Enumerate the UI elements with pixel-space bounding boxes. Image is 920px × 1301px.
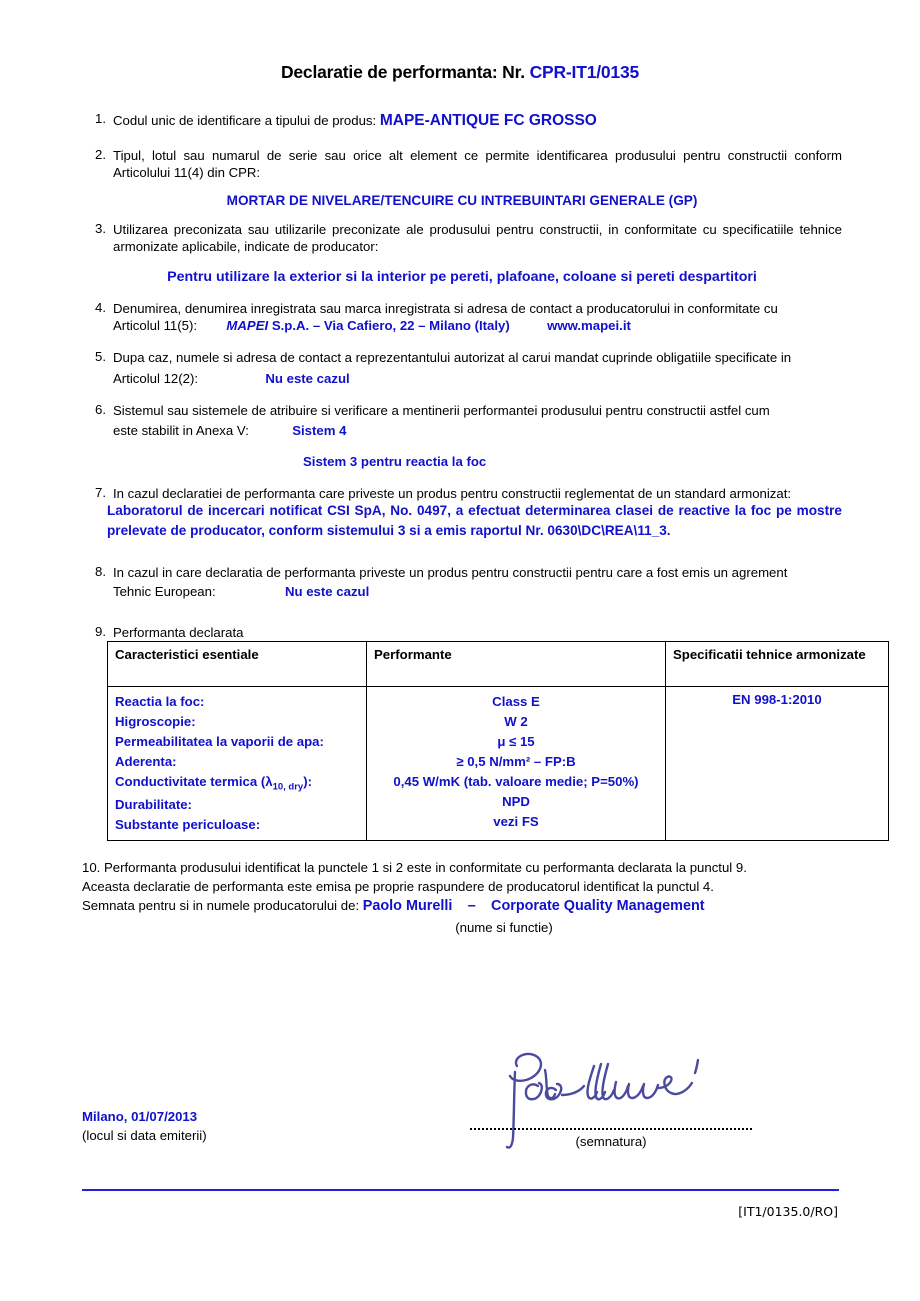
table-header-specifications: Specificatii tehnice armonizate <box>666 642 889 687</box>
characteristic-item-thermal-conductivity: Conductivitate termica $(\lambda_{10, dry})$: <box>115 774 312 793</box>
clause-4-value-row <box>113 318 853 333</box>
table-header-row <box>108 642 889 687</box>
signature-caption: (semnatura) <box>575 1134 647 1149</box>
signatory-role: Corporate Quality Management <box>491 898 705 915</box>
characteristic-item: Permeabilitatea la vaporii de apa: <box>115 734 324 750</box>
clause-9-index: 9. <box>95 624 106 639</box>
closing-signed-label: Semnata pentru si in numele producatorului de: <box>82 898 360 914</box>
signatory-dash: – <box>467 898 476 915</box>
characteristic-item: Durabilitate: <box>115 797 192 813</box>
clause-6-value-row <box>113 423 853 438</box>
clause-7 <box>82 485 842 502</box>
title-prefix: Declaratie de performanta: Nr. <box>280 62 525 82</box>
clause-4-index: 4. <box>95 300 106 315</box>
manufacturer-brand: MAPEI <box>226 318 269 333</box>
clause-7-highlight: Laboratorul de incercari notificat CSI SpA, No. 0497, a efectuat determinarea clasei de reactive la foc pe mostre prelevate de producator, conform sistemului 3 si a emis raportul Nr. 0630\DC\REA\11_3. <box>107 503 842 538</box>
clause-6-text: Sistemul sau sistemele de atribuire si verificare a mentinerii performantei produsului pentru constructii astfel cum <box>113 403 770 418</box>
clause-6-index: 6. <box>95 402 106 417</box>
signatory-caption: (nume si functie) <box>455 920 553 936</box>
characteristic-item: Higroscopie: <box>115 714 196 730</box>
clause-8-label: Tehnic European: <box>113 584 216 599</box>
table-header-performances: Performante <box>367 642 666 687</box>
clause-1-text: Codul unic de identificare a tipului de produs: <box>113 113 377 128</box>
performance-item: Class E <box>492 694 540 709</box>
manufacturer-address: S.p.A. – Via Cafiero, 22 – Milano (Italy) <box>271 318 510 333</box>
clause-8-index: 8. <box>95 564 106 579</box>
page-title <box>0 62 920 83</box>
performance-item: μ ≤ 15 <box>497 734 535 750</box>
performances-list <box>374 692 658 832</box>
characteristic-item: Substante periculoase: <box>115 817 261 833</box>
clause-3 <box>82 221 842 256</box>
clause-4 <box>82 300 842 317</box>
clause-2-highlight: MORTAR DE NIVELARE/TENCUIRE CU INTREBUINTARI GENERALE (GP) <box>226 193 698 208</box>
clause-4-label: Articolul 11(5): <box>113 318 198 333</box>
clause-5 <box>82 349 842 366</box>
clause-7-index: 7. <box>95 485 106 500</box>
characteristic-item: Aderenta: <box>115 754 177 770</box>
clause-8-value: Nu este cazul <box>284 584 370 599</box>
signature-dotted-line <box>470 1128 752 1130</box>
clause-9 <box>82 624 842 641</box>
table-row <box>108 687 889 841</box>
clause-5-text: Dupa caz, numele si adresa de contact a reprezentantului autorizat al carui mandat cuprinde obligatiile specificate in <box>113 350 792 365</box>
clause-1-index: 1. <box>95 111 106 126</box>
footer-reference: [IT1/0135.0/RO] <box>738 1204 838 1219</box>
characteristics-cell <box>108 687 367 841</box>
clause-4-text: Denumirea, denumirea inregistrata sau marca inregistrata si adresa de contact a producatorului in conformitate cu <box>113 301 778 316</box>
characteristics-list <box>115 692 359 835</box>
clause-3-body: Utilizarea preconizata sau utilizarile preconizate ale produsului pentru constructii, in conformitate cu specificatiile tehnice armonizate aplicabile, indicate de producator: <box>113 222 842 255</box>
performance-item: 0,45 W/mK (tab. valoare medie; P=50%) <box>393 774 639 790</box>
clause-2 <box>82 147 842 182</box>
product-name-value: MAPE-ANTIQUE FC GROSSO <box>379 112 597 129</box>
manufacturer-website[interactable]: www.mapei.it <box>547 318 631 333</box>
clause-6-value: Sistem 4 <box>292 423 347 438</box>
performance-item: W 2 <box>504 714 528 730</box>
closing-line-1: 10. Performanta produsului identificat la punctele 1 si 2 este in conformitate cu performanta declarata la punctul 9. <box>82 860 747 875</box>
footer-divider <box>82 1189 839 1191</box>
performance-item: vezi FS <box>493 814 539 830</box>
closing-statement <box>82 858 842 937</box>
issue-place-date: Milano, 01/07/2013 <box>82 1109 198 1124</box>
issue-place-caption: (locul si data emiterii) <box>82 1128 207 1144</box>
declared-performance-table <box>107 641 889 841</box>
clause-6 <box>82 402 842 419</box>
performance-item: NPD <box>502 794 530 810</box>
signatory-name: Paolo Murelli <box>362 898 453 915</box>
clause-8-value-row <box>113 584 853 599</box>
signature-area <box>470 1050 770 1150</box>
specification-cell: EN 998-1:2010 <box>666 687 889 841</box>
closing-line-2: Aceasta declaratie de performanta este emisa pe proprie raspundere de producatorul identificat la punctul 4. <box>82 879 714 895</box>
characteristic-item: Reactia la foc: <box>115 694 205 709</box>
clause-2-index: 2. <box>95 147 106 162</box>
title-declaration-number: CPR-IT1/0135 <box>529 62 640 82</box>
clause-8 <box>82 564 842 581</box>
clause-9-text: Performanta declarata <box>113 625 244 640</box>
clause-5-value: Nu este cazul <box>265 371 350 386</box>
clause-6-label: este stabilit in Anexa V: <box>113 423 249 438</box>
clause-3-highlight: Pentru utilizare la exterior si la interior pe pereti, plafoane, coloane si pereti despartitori <box>167 269 757 285</box>
clause-6-value-secondary: Sistem 3 pentru reactia la foc <box>303 454 487 469</box>
clause-2-body: Tipul, lotul sau numarul de serie sau orice alt element ce permite identificarea produsului pentru constructii conform Articolului 11(4) din CPR: <box>113 148 842 181</box>
clause-5-label: Articolul 12(2): <box>113 371 199 386</box>
performances-cell <box>367 687 666 841</box>
clause-5-value-row <box>113 371 853 386</box>
table-header-characteristics: Caracteristici esentiale <box>108 642 367 687</box>
clause-1 <box>82 111 842 131</box>
clause-5-index: 5. <box>95 349 106 364</box>
closing-line-3 <box>82 896 842 917</box>
clause-7-text: In cazul declaratiei de performanta care priveste un produs pentru constructii reglementat de un standard armonizat: <box>113 486 792 501</box>
issue-place-block <box>82 1107 207 1145</box>
performance-item: ≥ 0,5 N/mm² – FP:B <box>456 754 576 770</box>
clause-1-body <box>113 111 842 131</box>
clause-3-index: 3. <box>95 221 106 236</box>
clause-8-text: In cazul in care declaratia de performanta priveste un produs pentru constructii pentru care a fost emis un agrement <box>113 565 788 580</box>
